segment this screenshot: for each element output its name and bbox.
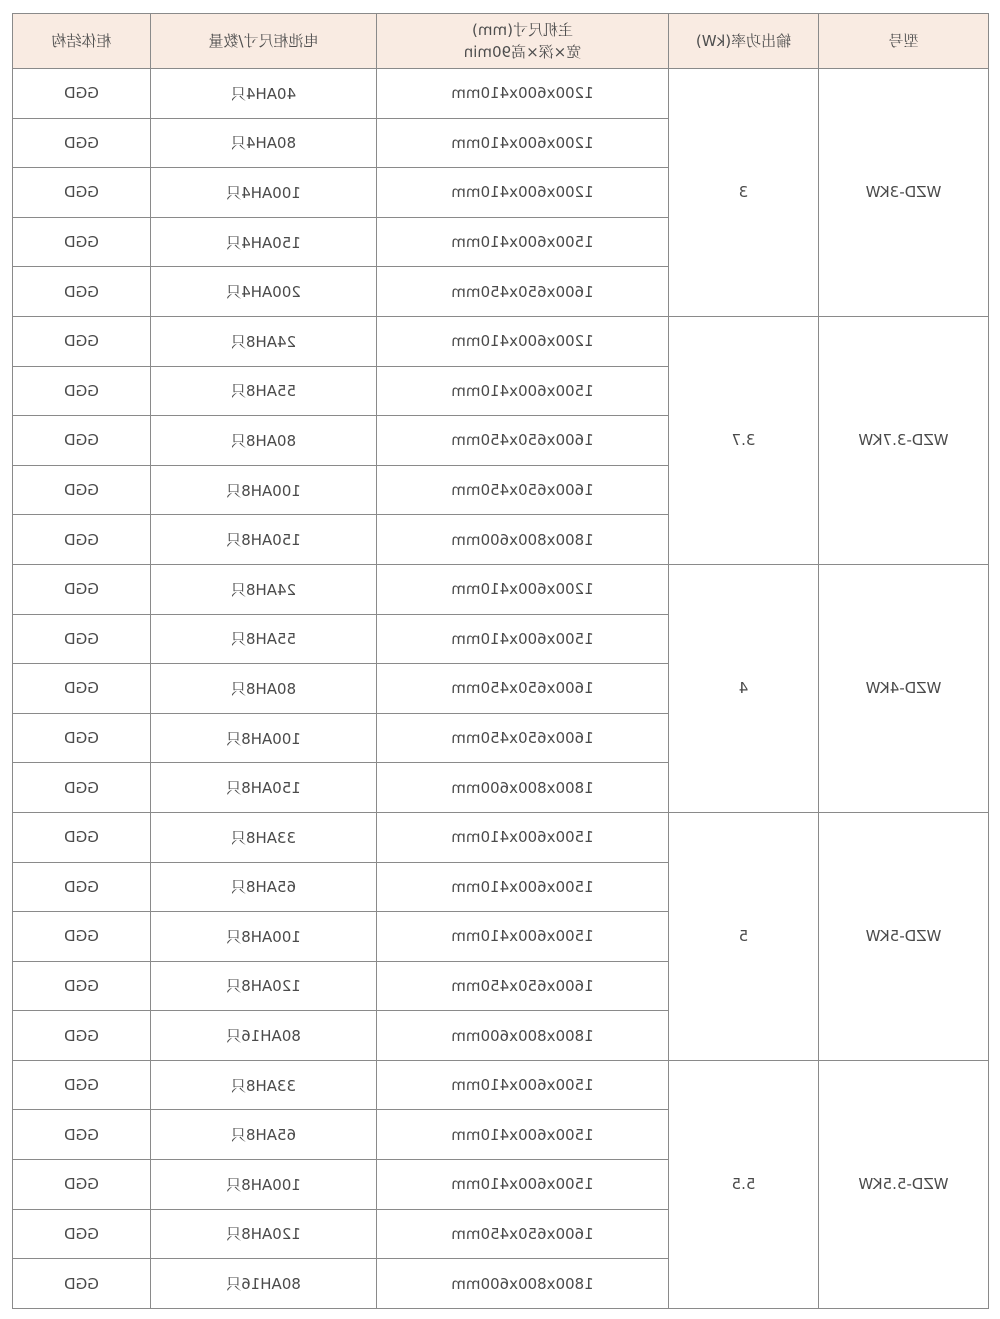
cell-cabinet: GGD	[13, 1011, 151, 1061]
cell-battery: 100AH8只	[151, 1160, 377, 1210]
cell-power: 5.5	[669, 1060, 819, 1308]
cell-battery: 200AH4只	[151, 267, 377, 317]
cell-host-size: 1200x600x410mm	[377, 118, 669, 168]
table-row	[13, 812, 989, 862]
cell-cabinet: GGD	[13, 961, 151, 1011]
cell-cabinet: GGD	[13, 1209, 151, 1259]
cell-battery: 65AH8只	[151, 862, 377, 912]
cell-power: 5	[669, 812, 819, 1060]
cell-cabinet: GGD	[13, 217, 151, 267]
cell-host-size: 1600x650x450mm	[377, 664, 669, 714]
cell-host-size: 1200x600x410mm	[377, 564, 669, 614]
cell-battery: 80AH16只	[151, 1259, 377, 1309]
cell-host-size: 1500x600x410mm	[377, 366, 669, 416]
header-model: 型号	[819, 14, 989, 69]
cell-battery: 100AH8只	[151, 465, 377, 515]
cell-battery: 150AH4只	[151, 217, 377, 267]
cell-cabinet: GGD	[13, 69, 151, 119]
cell-host-size: 1200x600x410mm	[377, 316, 669, 366]
cell-model: WZD-3.7KW	[819, 316, 989, 564]
cell-battery: 33AH8只	[151, 1060, 377, 1110]
cell-cabinet: GGD	[13, 614, 151, 664]
header-host-size	[377, 14, 669, 69]
cell-battery: 100AH8只	[151, 713, 377, 763]
table-header-row	[13, 14, 989, 69]
cell-cabinet: GGD	[13, 316, 151, 366]
cell-host-size: 1800x800x600mm	[377, 1011, 669, 1061]
cell-host-size: 1500x600x410mm	[377, 812, 669, 862]
cell-host-size: 1500x600x410mm	[377, 912, 669, 962]
cell-host-size: 1600x650x450mm	[377, 416, 669, 466]
cell-host-size: 1600x650x450mm	[377, 267, 669, 317]
header-power: 输出功率(kW)	[669, 14, 819, 69]
table-row	[13, 564, 989, 614]
cell-cabinet: GGD	[13, 1259, 151, 1309]
cell-host-size: 1800x800x600mm	[377, 763, 669, 813]
cell-battery: 24AH8只	[151, 564, 377, 614]
cell-cabinet: GGD	[13, 564, 151, 614]
cell-model: WZD-5.5KW	[819, 1060, 989, 1308]
cell-cabinet: GGD	[13, 862, 151, 912]
cell-cabinet: GGD	[13, 465, 151, 515]
cell-cabinet: GGD	[13, 1060, 151, 1110]
cell-cabinet: GGD	[13, 912, 151, 962]
cell-host-size: 1200x600x410mm	[377, 168, 669, 218]
cell-host-size: 1500x600x410mm	[377, 217, 669, 267]
cell-host-size: 1500x600x410mm	[377, 1160, 669, 1210]
cell-cabinet: GGD	[13, 713, 151, 763]
cell-host-size: 1600x650x450mm	[377, 1209, 669, 1259]
cell-battery: 100AH4只	[151, 168, 377, 218]
cell-battery: 24AH8只	[151, 316, 377, 366]
cell-cabinet: GGD	[13, 664, 151, 714]
cell-host-size: 1500x600x410mm	[377, 614, 669, 664]
cell-host-size: 1200x600x410mm	[377, 69, 669, 119]
cell-cabinet: GGD	[13, 168, 151, 218]
cell-cabinet: GGD	[13, 1160, 151, 1210]
cell-battery: 150AH8只	[151, 515, 377, 565]
cell-battery: 100AH8只	[151, 912, 377, 962]
cell-cabinet: GGD	[13, 118, 151, 168]
cell-host-size: 1500x600x410mm	[377, 862, 669, 912]
cell-host-size: 1600x650x450mm	[377, 713, 669, 763]
cell-host-size: 1500x600x410mm	[377, 1110, 669, 1160]
cell-host-size: 1600x650x450mm	[377, 961, 669, 1011]
cell-battery: 65AH8只	[151, 1110, 377, 1160]
cell-battery: 150AH8只	[151, 763, 377, 813]
cell-battery: 55AH8只	[151, 366, 377, 416]
cell-host-size: 1800x800x600mm	[377, 1259, 669, 1309]
spec-table	[12, 13, 989, 1309]
cell-cabinet: GGD	[13, 515, 151, 565]
cell-power: 3	[669, 69, 819, 317]
header-host-size-line2: 宽×深×高90min	[463, 43, 582, 61]
cell-battery: 120AH8只	[151, 1209, 377, 1259]
cell-battery: 80AH8只	[151, 416, 377, 466]
cell-battery: 55AH8只	[151, 614, 377, 664]
cell-host-size: 1600x650x450mm	[377, 465, 669, 515]
cell-battery: 80AH4只	[151, 118, 377, 168]
header-host-size-line1: 主机尺寸(mm)	[472, 21, 573, 39]
cell-host-size: 1500x600x410mm	[377, 1060, 669, 1110]
cell-battery: 40AH4只	[151, 69, 377, 119]
table-row	[13, 316, 989, 366]
cell-power: 4	[669, 564, 819, 812]
cell-power: 3.7	[669, 316, 819, 564]
cell-host-size: 1800x800x600mm	[377, 515, 669, 565]
cell-battery: 80AH8只	[151, 664, 377, 714]
cell-cabinet: GGD	[13, 1110, 151, 1160]
header-battery: 电池柜尺寸/数量	[151, 14, 377, 69]
cell-model: WZD-4KW	[819, 564, 989, 812]
cell-cabinet: GGD	[13, 416, 151, 466]
cell-battery: 33AH8只	[151, 812, 377, 862]
cell-model: WZD-5KW	[819, 812, 989, 1060]
table-row	[13, 69, 989, 119]
table-row	[13, 1060, 989, 1110]
cell-cabinet: GGD	[13, 366, 151, 416]
cell-cabinet: GGD	[13, 812, 151, 862]
cell-cabinet: GGD	[13, 267, 151, 317]
cell-model: WZD-3KW	[819, 69, 989, 317]
cell-battery: 120AH8只	[151, 961, 377, 1011]
header-cabinet: 柜体结构	[13, 14, 151, 69]
cell-battery: 80AH16只	[151, 1011, 377, 1061]
cell-cabinet: GGD	[13, 763, 151, 813]
